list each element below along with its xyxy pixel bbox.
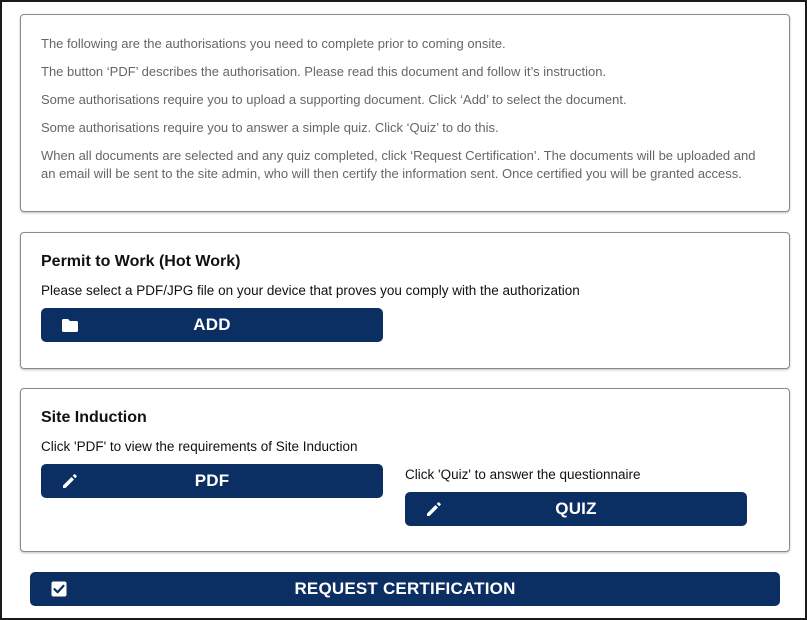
- induction-title: Site Induction: [41, 409, 147, 426]
- intro-line-4: Some authorisations require you to answer a simple quiz. Click ‘Quiz’ to do this.: [41, 120, 499, 135]
- folder-icon: [61, 316, 79, 334]
- pdf-instruction: Click 'PDF' to view the requirements of Site Induction: [41, 439, 358, 454]
- pencil-icon: [61, 472, 79, 490]
- intro-line-2: The button ‘PDF’ describes the authorisation. Please read this document and follow it’s instruction.: [41, 64, 607, 79]
- intro-line-5: When all documents are selected and any quiz completed, click ‘Request Certification’. The documents will be uploaded and an email will be sent to the site admin, who will then certify the information sent. Once certified you will be granted access.: [41, 148, 756, 181]
- permit-to-work-card: [20, 232, 790, 369]
- intro-line-1: The following are the authorisations you need to complete prior to coming onsite.: [41, 36, 506, 51]
- pdf-button[interactable]: [41, 464, 383, 498]
- pencil-icon: [425, 500, 443, 518]
- request-certification-button[interactable]: [30, 572, 780, 606]
- request-certification-label: REQUEST CERTIFICATION: [294, 579, 516, 598]
- site-induction-card: [20, 388, 790, 552]
- intro-line-3: Some authorisations require you to upload a supporting document. Click ‘Add’ to select the document.: [41, 92, 627, 107]
- pdf-button-label: PDF: [194, 471, 230, 490]
- instructions-card: [20, 14, 790, 212]
- add-button[interactable]: [41, 308, 383, 342]
- quiz-button-label: QUIZ: [555, 499, 597, 518]
- quiz-instruction: Click 'Quiz' to answer the questionnaire: [405, 467, 641, 482]
- permit-title: Permit to Work (Hot Work): [41, 253, 241, 270]
- checkbox-checked-icon: [50, 580, 68, 598]
- permit-instruction: Please select a PDF/JPG file on your device that proves you comply with the authorization: [41, 283, 580, 298]
- quiz-button[interactable]: [405, 492, 747, 526]
- add-button-label: ADD: [193, 315, 231, 334]
